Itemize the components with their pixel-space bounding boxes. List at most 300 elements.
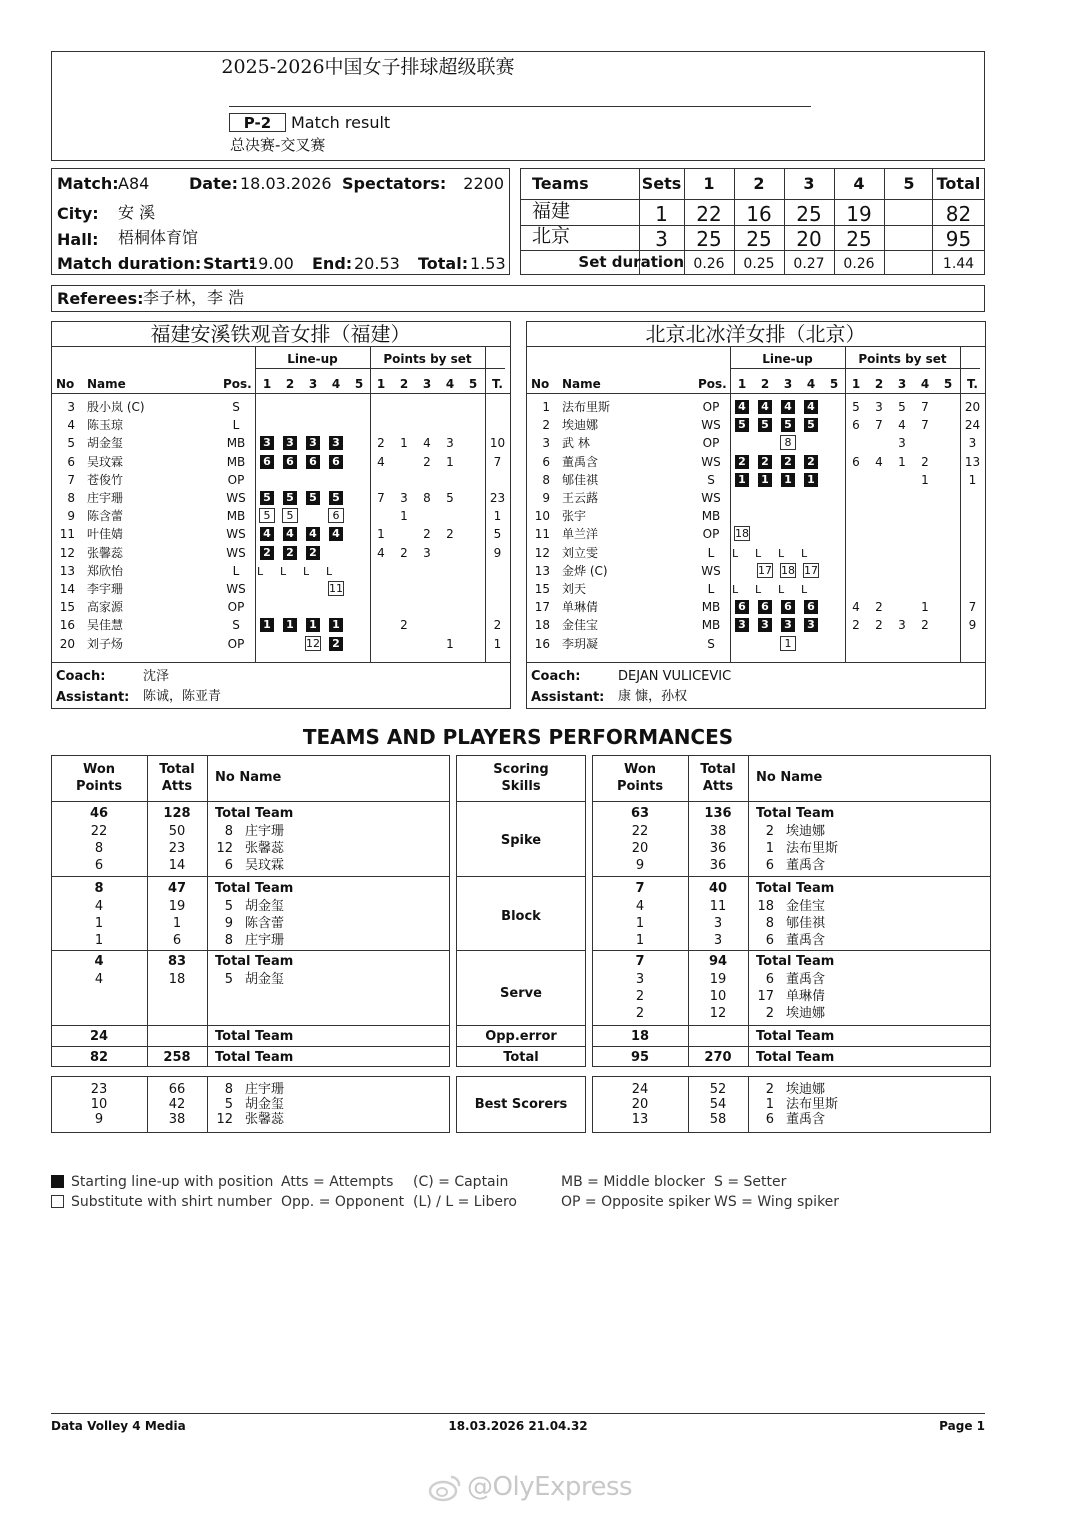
set-duration-label: Set duration xyxy=(578,253,684,271)
rule xyxy=(526,393,985,394)
end-label: End: xyxy=(312,254,353,273)
starting-position-badge: 1 xyxy=(781,473,795,487)
starting-position-badge: 4 xyxy=(804,400,818,414)
set-header: 4 xyxy=(853,174,865,193)
player-no: 15 xyxy=(534,582,550,596)
player-won: 9 xyxy=(635,858,645,873)
scorer-number: 2 xyxy=(765,1082,774,1097)
player-name: 郇佳祺 xyxy=(562,472,599,487)
set-points: 8 xyxy=(423,491,431,505)
scoring-skills-header: Scoring Skills xyxy=(493,762,549,794)
starting-position-badge: 2 xyxy=(758,455,772,469)
total-won: 82 xyxy=(89,1050,109,1065)
player-atts: 23 xyxy=(168,841,186,856)
player-name: 庄宇珊 xyxy=(87,491,124,505)
starting-position-badge: 2 xyxy=(283,546,297,560)
player-won: 2 xyxy=(635,989,645,1004)
player-number: 17 xyxy=(757,989,774,1004)
player-won: 1 xyxy=(94,933,104,948)
total-value: 1.53 xyxy=(470,254,506,273)
rule xyxy=(255,346,256,662)
set-points: 2 xyxy=(423,454,431,469)
col-pos-header: Pos. xyxy=(223,377,252,391)
player-name: 张宇 xyxy=(562,509,587,524)
player-name: 庄宇珊 xyxy=(245,824,285,839)
rule xyxy=(51,1025,450,1026)
points-set-header: 5 xyxy=(943,377,953,391)
player-number: 12 xyxy=(216,841,233,856)
player-no: 16 xyxy=(59,618,75,633)
date-label: Date: xyxy=(189,174,238,193)
player-total-points: 9 xyxy=(968,618,977,633)
player-pos: MB xyxy=(226,454,246,469)
assistant-label: Assistant: xyxy=(531,690,605,705)
starting-position-badge: 1 xyxy=(260,618,274,632)
opp-error-won: 18 xyxy=(630,1029,650,1044)
set-points: 4 xyxy=(377,545,385,560)
substitute-number-badge: 18 xyxy=(781,563,795,577)
starting-position-badge: 6 xyxy=(329,455,343,469)
player-name: 埃迪娜 xyxy=(562,418,599,433)
player-atts: 36 xyxy=(709,858,727,873)
libero-mark: L xyxy=(778,546,785,560)
watermark: @OlyExpress xyxy=(467,1472,633,1502)
player-number: 6 xyxy=(765,858,774,873)
total-won: 95 xyxy=(630,1050,650,1065)
player-name: 吴佳慧 xyxy=(87,618,124,633)
duration-label: Match duration: xyxy=(57,254,202,273)
starting-position-badge: 4 xyxy=(329,527,343,541)
player-name: 金佳宝 xyxy=(786,899,826,914)
player-no: 7 xyxy=(67,472,75,487)
starting-position-badge: 4 xyxy=(758,400,772,414)
rule xyxy=(592,950,991,951)
starting-position-badge: 2 xyxy=(306,546,320,560)
substitute-number-badge: 17 xyxy=(758,563,772,577)
player-no: 14 xyxy=(59,582,75,596)
set-points: 5 xyxy=(446,491,454,505)
player-no: 15 xyxy=(59,600,75,615)
set-points: 7 xyxy=(921,400,929,414)
player-total-points: 20 xyxy=(964,400,981,414)
rule xyxy=(592,876,991,877)
player-number: 2 xyxy=(765,824,774,839)
rule xyxy=(526,346,985,347)
set-points: 7 xyxy=(875,418,883,433)
points-set-header: 3 xyxy=(422,377,432,391)
substitute-number-badge: 5 xyxy=(259,508,275,523)
rule xyxy=(592,801,991,802)
legend-text: OP = Opposite spiker xyxy=(561,1194,711,1210)
opp-error-label: Opp.error xyxy=(485,1029,557,1044)
set-points: 2 xyxy=(377,436,385,451)
lineup-set-header: 3 xyxy=(308,377,318,391)
player-name: 刘立雯 xyxy=(562,545,599,560)
starting-position-badge: 1 xyxy=(306,618,320,632)
scorer-number: 1 xyxy=(765,1097,774,1112)
player-name: 董禹含 xyxy=(786,858,826,873)
player-number: 5 xyxy=(224,899,233,914)
player-name: 埃迪娜 xyxy=(786,824,826,839)
no-name-header: No Name xyxy=(756,770,823,785)
set-points: 2 xyxy=(875,600,883,615)
player-total-points: 10 xyxy=(489,436,506,451)
player-pos: WS xyxy=(226,527,246,542)
rule xyxy=(845,346,846,662)
set-points: 6 xyxy=(852,418,860,433)
starting-position-badge: 6 xyxy=(735,600,749,614)
player-no: 20 xyxy=(59,636,75,651)
start-value: 19.00 xyxy=(248,254,294,273)
points-set-header: 4 xyxy=(445,377,455,391)
starting-position-badge: 2 xyxy=(781,455,795,469)
legend-text: (C) = Captain xyxy=(413,1174,509,1190)
player-won: 6 xyxy=(94,858,104,873)
player-name: 陈含蕾 xyxy=(87,509,124,524)
starting-position-badge: 4 xyxy=(306,527,320,541)
header-rule xyxy=(229,106,811,107)
substitute-number-badge: 12 xyxy=(306,636,320,650)
rule xyxy=(592,1046,991,1047)
total-atts-header: Total Atts xyxy=(159,762,195,794)
rule xyxy=(526,662,985,663)
footer-page: Page 1 xyxy=(939,1419,985,1433)
col-no-header: No xyxy=(531,377,550,391)
player-won: 3 xyxy=(635,972,645,987)
starting-position-badge: 5 xyxy=(329,491,343,505)
player-no: 13 xyxy=(59,563,75,578)
skill-label: Spike xyxy=(500,833,542,848)
lineup-set-header: 1 xyxy=(737,377,747,391)
player-won: 4 xyxy=(635,899,645,914)
player-pos: MB xyxy=(701,618,721,633)
rule xyxy=(51,876,450,877)
lineup-set-header: 3 xyxy=(783,377,793,391)
player-name: 胡金玺 xyxy=(87,436,124,451)
player-atts: 36 xyxy=(709,841,727,856)
player-pos: WS xyxy=(226,582,246,596)
player-number: 8 xyxy=(224,824,233,839)
score-sets: 3 xyxy=(655,227,668,251)
starting-position-badge: 5 xyxy=(758,418,772,432)
substitute-number-badge: 17 xyxy=(804,563,818,577)
player-pos: WS xyxy=(226,491,246,505)
set-points: 7 xyxy=(921,418,929,433)
set-points: 3 xyxy=(400,491,408,505)
player-pos: WS xyxy=(701,454,721,469)
score-set-points: 16 xyxy=(746,202,772,226)
scorer-atts: 38 xyxy=(168,1112,186,1127)
player-no: 5 xyxy=(67,436,75,451)
performance-title: TEAMS AND PLAYERS PERFORMANCES xyxy=(302,725,734,749)
rule xyxy=(51,1046,450,1047)
set-points: 4 xyxy=(852,600,860,615)
legend-text: Substitute with shirt number xyxy=(71,1194,272,1210)
player-no: 12 xyxy=(534,545,550,560)
set-points: 3 xyxy=(446,436,454,451)
player-no: 3 xyxy=(542,436,550,451)
points-set-header: 2 xyxy=(399,377,409,391)
player-no: 9 xyxy=(67,509,75,524)
scorer-points: 10 xyxy=(90,1097,108,1112)
lineup-set-header: 5 xyxy=(354,377,364,391)
scorer-name: 法布里斯 xyxy=(786,1097,839,1112)
score-set-points: 22 xyxy=(696,202,722,226)
col-total-header: T. xyxy=(492,377,503,391)
col-name-header: Name xyxy=(87,377,126,391)
set-header: 5 xyxy=(903,174,915,193)
total-label: Total xyxy=(503,1050,539,1065)
score-set-points: 25 xyxy=(796,202,822,226)
match-value: A84 xyxy=(118,174,150,193)
col-total-header: T. xyxy=(967,377,978,391)
spectators-label: Spectators: xyxy=(342,174,447,193)
player-pos: L xyxy=(707,582,715,596)
player-no: 1 xyxy=(542,400,550,414)
scorer-name: 埃迪娜 xyxy=(786,1082,826,1097)
rule xyxy=(51,662,510,663)
player-name: 殷小岚 (C) xyxy=(87,400,145,414)
player-total-points: 1 xyxy=(493,636,502,651)
set-points: 2 xyxy=(400,618,408,633)
total-team-label: Total Team xyxy=(215,1050,294,1065)
player-number: 2 xyxy=(765,1006,774,1021)
score-set-points: 25 xyxy=(846,227,872,251)
player-name: 单琳倩 xyxy=(786,989,826,1004)
player-won: 22 xyxy=(631,824,649,839)
starting-position-badge: 4 xyxy=(260,527,274,541)
player-no: 18 xyxy=(534,618,550,633)
player-pos: MB xyxy=(226,509,246,524)
total-team-label: Total Team xyxy=(215,954,294,969)
player-name: 庄宇珊 xyxy=(245,933,285,948)
set-points: 1 xyxy=(446,636,454,651)
player-name: 刘天 xyxy=(562,582,587,596)
team-atts: 40 xyxy=(708,881,728,896)
points-set-header: 1 xyxy=(376,377,386,391)
starting-position-badge: 5 xyxy=(260,491,274,505)
player-total-points: 1 xyxy=(493,509,502,524)
col-name-header: Name xyxy=(562,377,601,391)
player-won: 22 xyxy=(90,824,108,839)
set-points: 1 xyxy=(400,509,408,524)
skill-label: Serve xyxy=(500,986,542,1001)
best-scorers-label: Best Scorers xyxy=(474,1097,568,1112)
lineup-set-header: 2 xyxy=(285,377,295,391)
legend-text: Atts = Attempts xyxy=(281,1174,394,1190)
player-atts: 1 xyxy=(172,916,182,931)
player-total-points: 9 xyxy=(493,545,502,560)
set-points: 1 xyxy=(921,600,929,615)
total-team-label: Total Team xyxy=(756,1029,835,1044)
substitute-number-badge: 1 xyxy=(780,636,796,651)
scorer-number: 5 xyxy=(224,1097,233,1112)
player-name: 金佳宝 xyxy=(562,618,599,633)
player-name: 董禹含 xyxy=(562,454,599,469)
starting-position-badge: 1 xyxy=(329,618,343,632)
player-pos: S xyxy=(707,636,715,651)
legend-text: MB = Middle blocker xyxy=(561,1174,706,1190)
rule xyxy=(730,346,731,662)
player-won: 1 xyxy=(635,933,645,948)
libero-mark: L xyxy=(303,564,310,578)
player-name: 陈玉琼 xyxy=(87,418,124,433)
starting-position-badge: 5 xyxy=(735,418,749,432)
scorer-atts: 66 xyxy=(168,1082,186,1097)
libero-mark: L xyxy=(732,546,739,560)
total-team-label: Total Team xyxy=(756,881,835,896)
scorer-number: 6 xyxy=(765,1112,774,1127)
set-points: 4 xyxy=(875,454,883,469)
team-won: 8 xyxy=(94,881,104,896)
starting-position-badge: 1 xyxy=(283,618,297,632)
player-name: 胡金玺 xyxy=(245,899,285,914)
starting-position-badge: 6 xyxy=(781,600,795,614)
rule xyxy=(456,801,586,802)
team-won: 7 xyxy=(635,954,645,969)
lineup-header: Line-up xyxy=(287,352,338,366)
scorer-points: 23 xyxy=(90,1082,108,1097)
player-no: 10 xyxy=(534,509,550,524)
scorer-atts: 42 xyxy=(168,1097,186,1112)
substitute-swatch-icon xyxy=(51,1195,64,1208)
points-by-set-header: Points by set xyxy=(383,352,472,366)
player-no: 8 xyxy=(542,472,550,487)
starting-position-badge: 4 xyxy=(283,527,297,541)
player-total-points: 1 xyxy=(968,472,977,487)
player-name: 董禹含 xyxy=(786,972,826,987)
rule xyxy=(485,346,486,662)
player-atts: 3 xyxy=(713,933,723,948)
player-total-points: 5 xyxy=(493,527,502,542)
set-points: 2 xyxy=(400,545,408,560)
libero-mark: L xyxy=(326,564,333,578)
starting-position-badge: 3 xyxy=(758,618,772,632)
set-points: 7 xyxy=(377,491,385,505)
starting-position-badge: 5 xyxy=(283,491,297,505)
set-header: 3 xyxy=(803,174,815,193)
col-pos-header: Pos. xyxy=(698,377,727,391)
player-name: 苍俊竹 xyxy=(87,472,124,487)
team-atts: 136 xyxy=(704,806,732,821)
col-no-header: No xyxy=(56,377,75,391)
starting-position-badge: 5 xyxy=(781,418,795,432)
score-total: 95 xyxy=(945,227,972,251)
no-name-header: No Name xyxy=(215,770,282,785)
set-points: 3 xyxy=(898,436,906,451)
starting-position-badge: 3 xyxy=(781,618,795,632)
legend-text: S = Setter xyxy=(714,1174,787,1190)
player-name: 单琳倩 xyxy=(562,600,599,615)
score-set-points: 25 xyxy=(746,227,772,251)
player-pos: OP xyxy=(702,436,720,451)
player-won: 4 xyxy=(94,899,104,914)
player-atts: 18 xyxy=(168,972,186,987)
rule xyxy=(730,368,980,369)
team-atts: 83 xyxy=(167,954,187,969)
player-name: 埃迪娜 xyxy=(786,1006,826,1021)
player-won: 8 xyxy=(94,841,104,856)
starting-position-badge: 1 xyxy=(804,473,818,487)
player-no: 11 xyxy=(59,527,75,542)
starting-position-badge: 3 xyxy=(260,436,274,450)
points-set-header: 5 xyxy=(468,377,478,391)
scorer-name: 董禹含 xyxy=(786,1112,826,1127)
starting-position-badge: 3 xyxy=(306,436,320,450)
starting-position-badge: 3 xyxy=(735,618,749,632)
libero-mark: L xyxy=(280,564,287,578)
player-no: 4 xyxy=(67,418,75,433)
player-no: 16 xyxy=(534,636,550,651)
player-no: 11 xyxy=(534,527,550,542)
report-code: P-2 xyxy=(229,113,286,132)
starting-position-badge: 1 xyxy=(758,473,772,487)
set-points: 4 xyxy=(423,436,431,451)
rule xyxy=(456,876,586,877)
player-number: 18 xyxy=(757,899,774,914)
rule xyxy=(370,346,371,662)
player-number: 6 xyxy=(765,933,774,948)
starting-position-badge: 3 xyxy=(329,436,343,450)
player-atts: 10 xyxy=(709,989,727,1004)
date-value: 18.03.2026 xyxy=(240,174,332,193)
sets-header: Sets xyxy=(641,174,682,193)
set-duration: 0.26 xyxy=(843,256,875,272)
starting-position-badge: 2 xyxy=(329,637,343,651)
set-header: 2 xyxy=(753,174,765,193)
score-set-points: 25 xyxy=(696,227,722,251)
set-points: 2 xyxy=(921,618,929,633)
team-atts: 94 xyxy=(708,954,728,969)
team-atts: 128 xyxy=(163,806,191,821)
rule xyxy=(592,1025,991,1026)
player-name: 武 林 xyxy=(562,436,590,451)
total-atts: 258 xyxy=(163,1050,191,1065)
rule xyxy=(456,950,586,951)
match-label: Match: xyxy=(57,174,119,193)
set-points: 1 xyxy=(446,454,454,469)
player-name: 张馨蕊 xyxy=(87,545,124,560)
referees-value: 李子林，李 浩 xyxy=(143,288,245,307)
player-total-points: 24 xyxy=(964,418,981,433)
scorer-points: 20 xyxy=(631,1097,649,1112)
substitute-number-badge: 6 xyxy=(328,508,344,523)
player-name: 张馨蕊 xyxy=(245,841,285,856)
score-set-points: 20 xyxy=(796,227,822,251)
points-by-set-header: Points by set xyxy=(858,352,947,366)
team-won: 63 xyxy=(630,806,650,821)
player-pos: WS xyxy=(701,563,721,578)
scorer-number: 12 xyxy=(216,1112,233,1127)
player-name: 高家源 xyxy=(87,600,124,615)
set-duration: 0.27 xyxy=(793,256,825,272)
substitute-number-badge: 5 xyxy=(282,508,298,523)
set-points: 3 xyxy=(875,400,883,414)
player-no: 17 xyxy=(534,600,550,615)
legend-text: WS = Wing spiker xyxy=(714,1194,840,1210)
set-points: 2 xyxy=(875,618,883,633)
rule xyxy=(51,393,510,394)
player-total-points: 3 xyxy=(968,436,977,451)
player-pos: L xyxy=(232,563,240,578)
player-pos: OP xyxy=(227,636,245,651)
set-duration: 0.26 xyxy=(693,256,725,272)
set-points: 3 xyxy=(423,545,431,560)
libero-mark: L xyxy=(778,583,785,596)
set-duration: 0.25 xyxy=(743,256,775,272)
player-atts: 3 xyxy=(713,916,723,931)
score-total: 82 xyxy=(945,202,972,226)
